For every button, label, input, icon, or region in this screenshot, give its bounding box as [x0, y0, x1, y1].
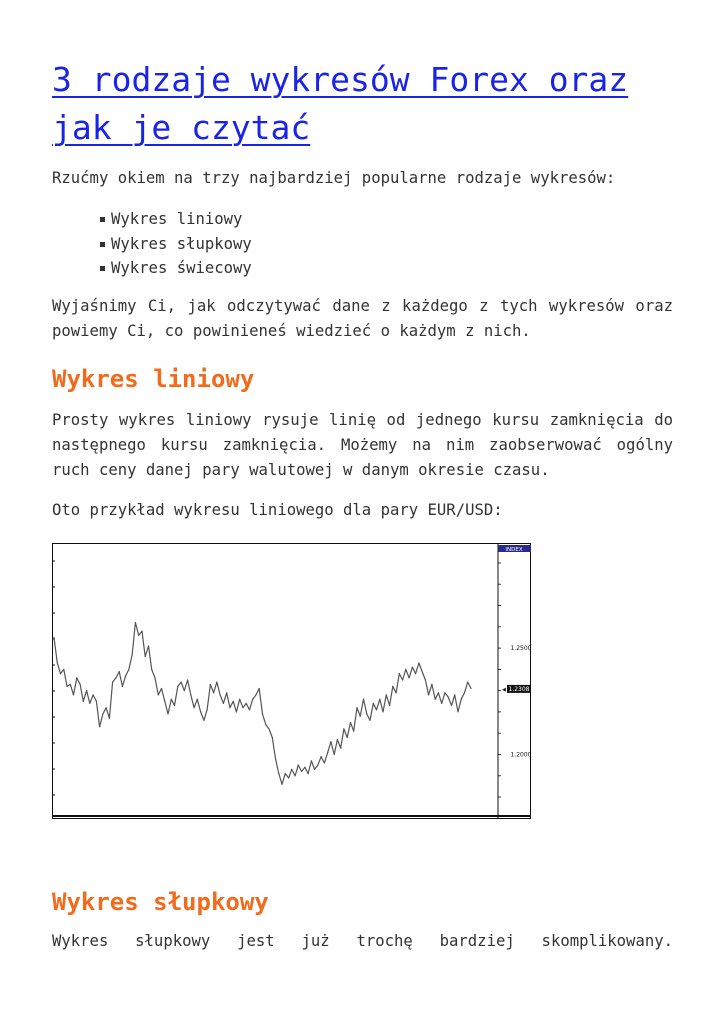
data-point — [119, 671, 120, 672]
data-point — [298, 765, 299, 766]
data-point — [70, 684, 71, 685]
data-point — [291, 769, 292, 770]
bar-chart-paragraph: Wykres słupkowy jest już trochę bardziej skomplikowany. — [52, 932, 673, 950]
data-point — [174, 705, 175, 706]
data-point — [422, 671, 423, 672]
data-point — [285, 773, 286, 774]
data-point — [109, 718, 110, 719]
data-point — [255, 694, 256, 695]
data-point — [259, 688, 260, 689]
data-point — [405, 669, 406, 670]
price-tick-label: 1.2500 — [510, 645, 531, 653]
data-point — [451, 705, 452, 706]
data-point — [431, 684, 432, 685]
data-point — [57, 662, 58, 663]
data-point — [330, 741, 331, 742]
data-point — [350, 722, 351, 723]
data-point — [343, 728, 344, 729]
data-point — [80, 684, 81, 685]
price-tick-label: 1.2000 — [510, 751, 531, 759]
data-point — [467, 682, 468, 683]
data-point — [236, 711, 237, 712]
data-point — [148, 645, 149, 646]
data-point — [428, 694, 429, 695]
data-point — [171, 699, 172, 700]
data-point — [308, 773, 309, 774]
data-point — [145, 656, 146, 657]
data-point — [164, 701, 165, 702]
data-point — [317, 765, 318, 766]
data-point — [154, 677, 155, 678]
data-point — [337, 739, 338, 740]
data-point — [190, 694, 191, 695]
bullet-icon — [100, 217, 105, 222]
data-point — [99, 726, 100, 727]
data-point — [363, 699, 364, 700]
data-point — [461, 699, 462, 700]
data-point — [444, 692, 445, 693]
data-point — [102, 713, 103, 714]
data-point — [314, 769, 315, 770]
data-point — [454, 694, 455, 695]
data-point — [435, 699, 436, 700]
data-point — [392, 686, 393, 687]
data-point — [275, 758, 276, 759]
data-point — [262, 713, 263, 714]
data-point — [177, 686, 178, 687]
data-point — [340, 748, 341, 749]
data-point — [63, 669, 64, 670]
chart-types-list — [100, 207, 252, 281]
explain-text: Wyjaśnimy Ci, jak odczytywać dane z każdego z tych wykresów oraz powiemy Ci, co powinieneś wiedzieć o każdym z nich. — [52, 297, 673, 340]
data-point — [167, 713, 168, 714]
data-point — [249, 709, 250, 710]
data-point — [409, 677, 410, 678]
data-point — [356, 707, 357, 708]
data-point — [226, 692, 227, 693]
index-header: INDEX — [505, 547, 523, 553]
data-point — [301, 771, 302, 772]
data-point — [321, 756, 322, 757]
data-point — [233, 701, 234, 702]
data-point — [272, 737, 273, 738]
data-point — [366, 713, 367, 714]
data-point — [213, 692, 214, 693]
data-point — [304, 767, 305, 768]
intro-text: Rzućmy okiem na trzy najbardziej popularne rodzaje wykresów: — [52, 169, 616, 187]
data-point — [353, 731, 354, 732]
current-value-arrow-icon: ◀ — [502, 686, 506, 693]
list-item: Wykres słupkowy — [100, 232, 252, 257]
data-point — [128, 669, 129, 670]
data-point — [86, 690, 87, 691]
example-caption: Oto przykład wykresu liniowego dla pary EUR/USD: — [52, 501, 503, 519]
data-point — [73, 694, 74, 695]
data-point — [386, 694, 387, 695]
data-point — [135, 622, 136, 623]
list-item: Wykres liniowy — [100, 207, 252, 232]
data-point — [66, 686, 67, 687]
data-point — [246, 703, 247, 704]
data-point — [448, 696, 449, 697]
data-point — [138, 635, 139, 636]
data-point — [311, 760, 312, 761]
data-point — [106, 707, 107, 708]
data-point — [207, 709, 208, 710]
data-point — [76, 677, 77, 678]
data-point — [396, 692, 397, 693]
bullet-icon — [100, 266, 105, 271]
data-point — [369, 720, 370, 721]
data-point — [268, 728, 269, 729]
data-point — [399, 673, 400, 674]
data-point — [376, 709, 377, 710]
data-point — [161, 688, 162, 689]
data-point — [438, 692, 439, 693]
data-point — [181, 682, 182, 683]
data-point — [379, 699, 380, 700]
data-point — [242, 707, 243, 708]
data-point — [122, 686, 123, 687]
data-point — [83, 701, 84, 702]
section-heading-bar-chart: Wykres słupkowy — [52, 888, 269, 916]
data-point — [89, 703, 90, 704]
current-value-label: 1.2308 — [508, 685, 530, 693]
article-title-link[interactable]: 3 rodzaje wykresów Forex oraz jak je czytać — [52, 60, 629, 147]
data-point — [60, 673, 61, 674]
line-chart-paragraph: Prosty wykres liniowy rysuje linię od jednego kursu zamknięcia do następnego kursu zamknięcia. Możemy na nim zaobserwować ogólny ruch ceny danej pary walutowej w danym okresie czasu. — [52, 411, 673, 479]
data-point — [158, 694, 159, 695]
data-point — [360, 716, 361, 717]
data-point — [412, 667, 413, 668]
data-point — [112, 682, 113, 683]
data-point — [115, 677, 116, 678]
data-point — [288, 777, 289, 778]
data-point — [425, 679, 426, 680]
data-point — [187, 679, 188, 680]
section-heading-line-chart: Wykres liniowy — [52, 365, 255, 393]
data-point — [373, 703, 374, 704]
data-point — [200, 711, 201, 712]
data-point — [216, 682, 217, 683]
data-point — [278, 773, 279, 774]
data-point — [93, 694, 94, 695]
data-point — [239, 699, 240, 700]
data-point — [184, 690, 185, 691]
data-point — [220, 694, 221, 695]
data-point — [334, 754, 335, 755]
data-point — [295, 775, 296, 776]
data-point — [402, 679, 403, 680]
data-point — [141, 631, 142, 632]
data-point — [96, 701, 97, 702]
data-point — [382, 711, 383, 712]
data-point — [252, 699, 253, 700]
data-point — [203, 720, 204, 721]
eurusd-line-chart — [52, 543, 531, 819]
data-point — [418, 662, 419, 663]
data-point — [265, 724, 266, 725]
data-point — [223, 703, 224, 704]
data-point — [457, 711, 458, 712]
data-point — [151, 669, 152, 670]
bullet-icon — [100, 242, 105, 247]
data-point — [470, 688, 471, 689]
data-point — [324, 762, 325, 763]
data-point — [125, 675, 126, 676]
data-point — [441, 703, 442, 704]
data-point — [194, 707, 195, 708]
data-point — [53, 637, 54, 638]
data-point — [132, 654, 133, 655]
data-point — [210, 684, 211, 685]
data-point — [464, 692, 465, 693]
data-point — [281, 784, 282, 785]
data-point — [347, 737, 348, 738]
data-point — [327, 752, 328, 753]
data-point — [229, 707, 230, 708]
data-point — [389, 705, 390, 706]
list-item: Wykres świecowy — [100, 256, 252, 281]
data-point — [415, 673, 416, 674]
data-point — [197, 699, 198, 700]
